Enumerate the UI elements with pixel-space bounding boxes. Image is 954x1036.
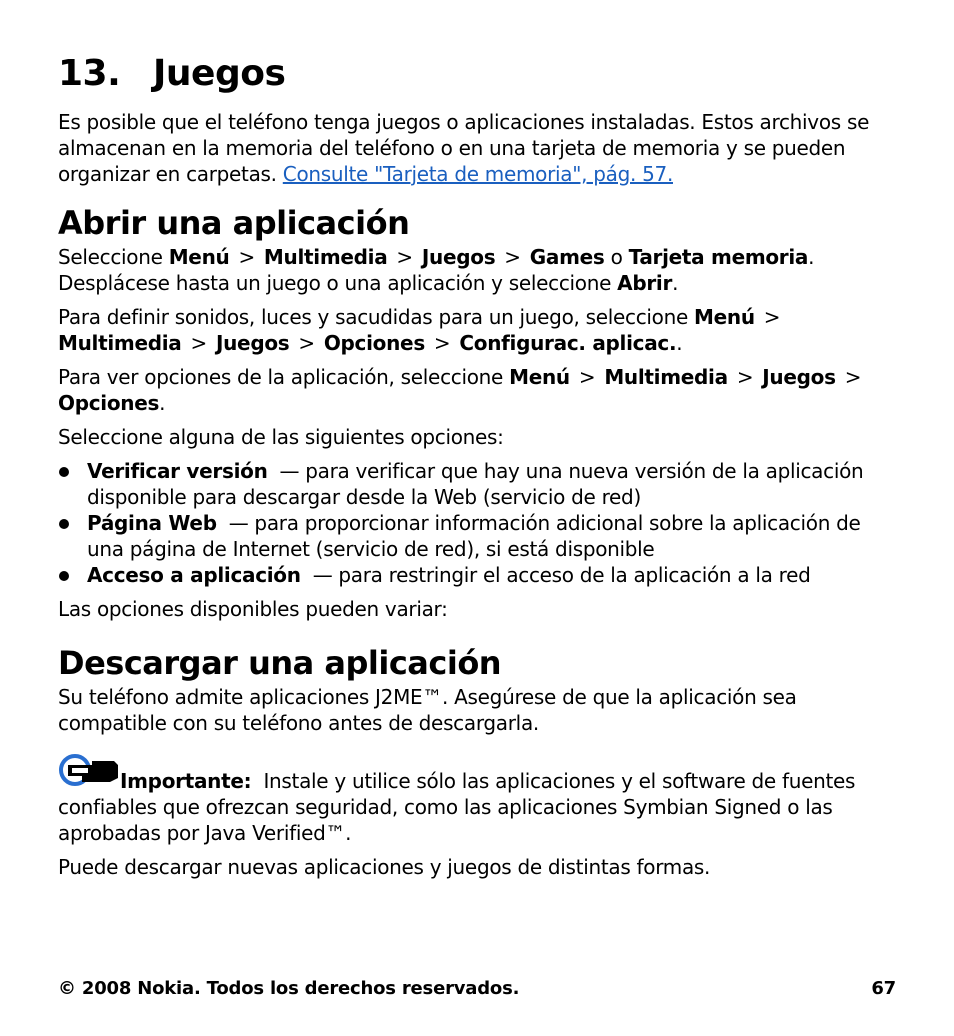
menu-path-item: Multimedia bbox=[263, 245, 388, 269]
page-number: 67 bbox=[871, 978, 896, 999]
download-app-heading: Descargar una aplicación bbox=[58, 644, 502, 682]
menu-path-item: Configurac. aplicac. bbox=[459, 331, 677, 355]
memory-card-link[interactable]: Consulte "Tarjeta de memoria", pág. 57. bbox=[282, 162, 673, 186]
chapter-name: Juegos bbox=[153, 53, 286, 94]
menu-path-item: Menú bbox=[509, 365, 570, 389]
path-separator: > bbox=[238, 245, 255, 269]
settings-paragraph: Para definir sonidos, luces y sacudidas para un juego, seleccione Menú > Multimedia > Juegos > Opciones > Configurac. aplicac.. bbox=[58, 304, 898, 356]
menu-path-item: Tarjeta memoria bbox=[628, 245, 809, 269]
menu-path-item: Opciones bbox=[323, 331, 425, 355]
bullet-icon bbox=[59, 467, 69, 477]
menu-path-item: Juegos bbox=[421, 245, 496, 269]
path-separator: > bbox=[298, 331, 315, 355]
open-app-heading: Abrir una aplicación bbox=[58, 204, 410, 242]
path-separator: > bbox=[578, 365, 596, 389]
chapter-number: 13. bbox=[58, 53, 121, 94]
download-ways-paragraph: Puede descargar nuevas aplicaciones y juegos de distintas formas. bbox=[58, 855, 711, 879]
em-dash: — bbox=[312, 563, 333, 587]
important-pointing-hand-icon bbox=[58, 744, 120, 792]
p1-rest: Desplácese hasta un juego o una aplicación y seleccione bbox=[58, 271, 612, 295]
p2-lead: Para definir sonidos, luces y sacudidas para un juego, seleccione bbox=[58, 305, 688, 329]
options-list bbox=[58, 458, 898, 588]
intro-text: Es posible que el teléfono tenga juegos o aplicaciones instaladas. Estos archivos se almacenan en la memoria del teléfono o en una tarjeta de memoria y se pueden organizar en carpetas. bbox=[58, 110, 870, 186]
option-term: Acceso a aplicación bbox=[87, 563, 301, 587]
menu-path-item: Games bbox=[529, 245, 605, 269]
menu-path-item: Menú bbox=[694, 305, 755, 329]
path-separator: > bbox=[396, 245, 413, 269]
list-item bbox=[58, 458, 898, 510]
path-separator: > bbox=[736, 365, 754, 389]
path-separator: > bbox=[763, 305, 781, 329]
path-separator: > bbox=[844, 365, 862, 389]
menu-path-item: Menú bbox=[168, 245, 230, 269]
em-dash: — bbox=[228, 511, 249, 535]
bullet-icon bbox=[59, 571, 69, 581]
j2me-paragraph: Su teléfono admite aplicaciones J2ME™. Asegúrese de que la aplicación sea compatible con su teléfono antes de descargarla. bbox=[58, 685, 797, 735]
intro-paragraph bbox=[58, 109, 898, 187]
menu-path-item: Abrir bbox=[617, 271, 673, 295]
page-content bbox=[58, 52, 898, 888]
option-desc: para verificar que hay una nueva versión de la aplicación disponible para descargar desde la Web (servicio de red) bbox=[87, 459, 864, 509]
options-paragraph: Para ver opciones de la aplicación, seleccione Menú > Multimedia > Juegos > Opciones. bbox=[58, 364, 898, 416]
path-separator: > bbox=[433, 331, 451, 355]
p1-lead: Seleccione bbox=[58, 245, 163, 269]
copyright: © 2008 Nokia. Todos los derechos reservados. bbox=[58, 978, 520, 999]
chapter-title bbox=[58, 52, 898, 96]
menu-path-item: Opciones bbox=[58, 391, 160, 415]
menu-path-item: Juegos bbox=[762, 365, 836, 389]
option-term: Página Web bbox=[87, 511, 217, 535]
important-note bbox=[58, 744, 898, 846]
em-dash: — bbox=[279, 459, 300, 483]
page-footer bbox=[58, 978, 896, 999]
path-separator: > bbox=[190, 331, 207, 355]
option-desc: para restringir el acceso de la aplicación a la red bbox=[338, 563, 811, 587]
important-label: Importante: bbox=[120, 769, 252, 793]
list-item bbox=[58, 562, 898, 588]
or-word: o bbox=[610, 245, 623, 269]
open-app-paragraph: Seleccione Menú > Multimedia > Juegos > Games o Tarjeta memoria. Desplácese hasta un juego o una aplicación y seleccione Abrir. bbox=[58, 245, 815, 295]
option-term: Verificar versión bbox=[87, 459, 268, 483]
menu-path-item: Juegos bbox=[215, 331, 290, 355]
list-item bbox=[58, 510, 898, 562]
p3-lead: Para ver opciones de la aplicación, seleccione bbox=[58, 365, 504, 389]
bullet-icon bbox=[59, 519, 69, 529]
options-vary-paragraph: Las opciones disponibles pueden variar: bbox=[58, 597, 448, 621]
important-text: Instale y utilice sólo las aplicaciones y el software de fuentes confiables que ofrezcan seguridad, como las aplicaciones Symbian Signed o las aprobadas por Java Verified™. bbox=[58, 769, 856, 845]
menu-path-item: Multimedia bbox=[58, 331, 182, 355]
select-options-paragraph: Seleccione alguna de las siguientes opciones: bbox=[58, 425, 504, 449]
menu-path-item: Multimedia bbox=[604, 365, 728, 389]
option-desc: para proporcionar información adicional sobre la aplicación de una página de Internet (servicio de red), si está disponible bbox=[87, 511, 861, 561]
path-separator: > bbox=[504, 245, 521, 269]
